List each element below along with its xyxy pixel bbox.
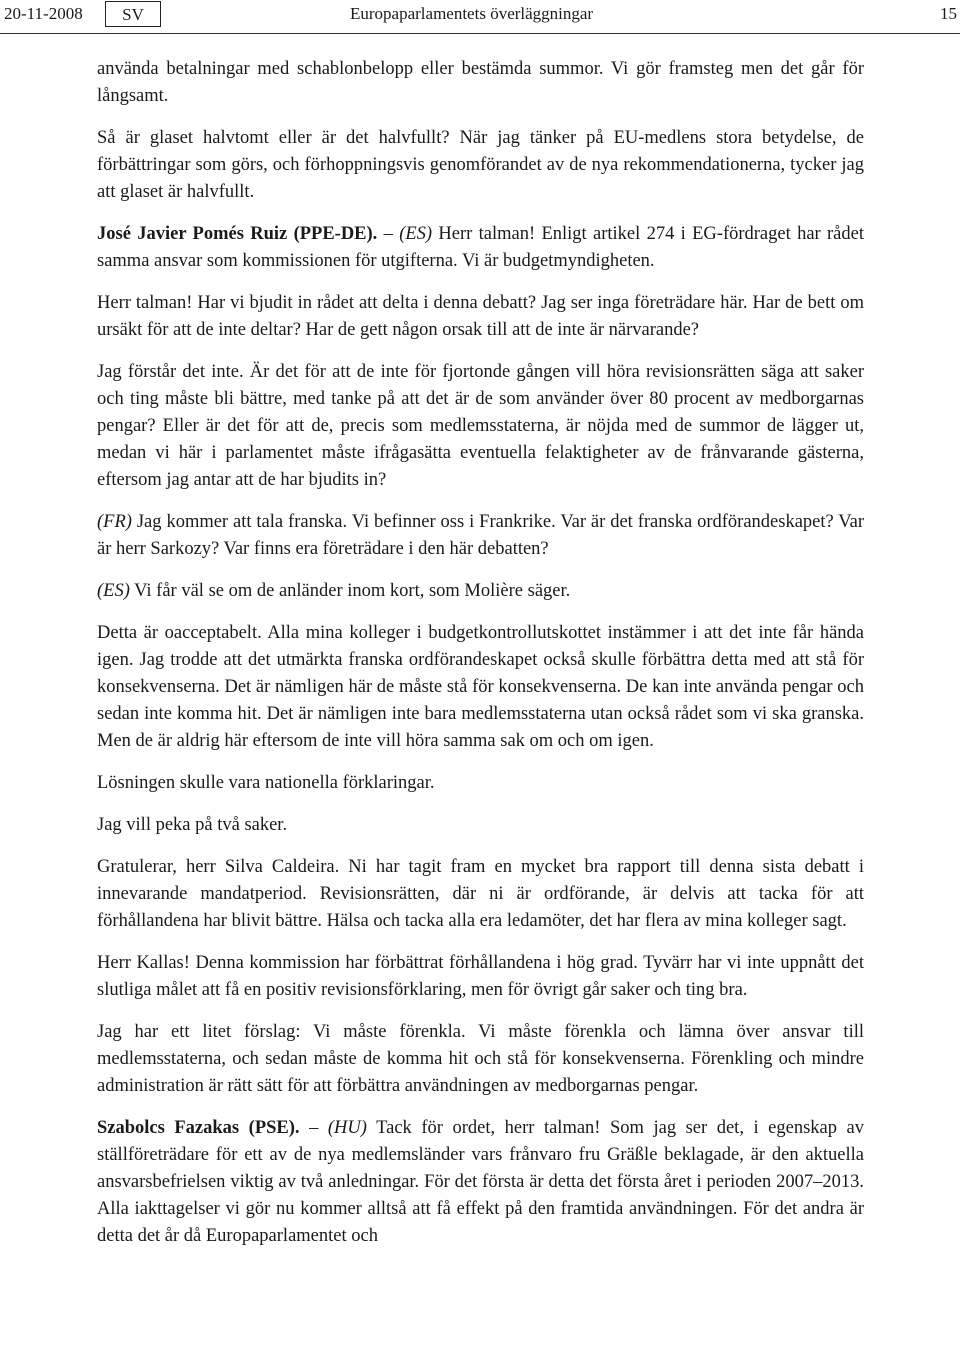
paragraph-text: Gratulerar, herr Silva Caldeira. Ni har tagit fram en mycket bra rapport till denna sista debatt i innevarande mandatperiod. Revisionsrätten, där ni är ordförande, är delvis att tacka för att förhållandena har blivit bättre. Hälsa och tacka alla era ledamöter, det har flera av mina kolleger sagt. (97, 857, 864, 931)
paragraph (97, 1019, 864, 1100)
paragraph (97, 812, 864, 839)
paragraph-text: Jag förstår det inte. Är det för att de inte för fjortonde gången vill höra revisionsrätten säga att saker och ting måste bli bättre, med tanke på att det är de som använder över 80 procent av medborgarnas pengar? Eller är det för att de, precis som medlemsstaterna, är nöjda med de summor de lägger ut, medan vi här i parlamentet måste ifrågasätta eventuella felaktigheter av de frånvarande gästerna, eftersom jag antar att de har bjudits in? (97, 362, 864, 490)
speaker-dash: – (299, 1118, 328, 1138)
paragraph (97, 56, 864, 110)
paragraph (97, 509, 864, 563)
speaker-name: Szabolcs Fazakas (PSE). (97, 1118, 300, 1138)
paragraph (97, 950, 864, 1004)
paragraph-text: Herr talman! Enligt artikel 274 i EG-fördraget har rådet samma ansvar som kommissionen för utgifterna. Vi är budgetmyndigheten. (97, 224, 864, 271)
language-tag: (ES) (399, 224, 433, 244)
publication-title: Europaparlamentets överläggningar (350, 4, 594, 23)
paragraph-text: Jag vill peka på två saker. (97, 815, 288, 835)
paragraph (97, 125, 864, 206)
language-tag: (FR) (97, 512, 132, 532)
paragraph (97, 854, 864, 935)
header-rule (0, 33, 960, 34)
paragraph (97, 290, 864, 344)
paragraph-text: Jag har ett litet förslag: Vi måste förenkla. Vi måste förenkla och lämna över ansvar till medlemsstaterna, och sedan måste de komma hit och stå för konsekvenserna. Förenkling och mindre administration är rätt sätt för att förbättra användningen av medborgarnas pengar. (97, 1022, 864, 1096)
paragraph-text: Herr talman! Har vi bjudit in rådet att delta i denna debatt? Jag ser inga företrädare här. Har de bett om ursäkt för att de inte deltar? Har de gett någon orsak till att de inte är närvarande? (97, 293, 864, 340)
language-badge: SV (105, 1, 161, 27)
document-body (97, 56, 864, 1265)
paragraph (97, 1115, 864, 1250)
language-tag: (HU) (327, 1118, 367, 1138)
paragraph-text: Detta är oacceptabelt. Alla mina kolleger i budgetkontrollutskottet instämmer i att det inte får hända igen. Jag trodde att det utmärkta franska ordförandeskapet också skulle förbättra detta med att stå för konsekvenserna. Det är nämligen här de måste stå för konsekvenserna. De kan inte använda pengar och sedan inte komma hit. Det är nämligen inte bara medlemsstaterna utan också rådet som vi ska granska. Men de är aldrig här eftersom de inte vill höra samma sak om och om igen. (97, 623, 864, 751)
page-header (0, 0, 960, 30)
language-tag: (ES) (97, 581, 130, 601)
paragraph (97, 770, 864, 797)
paragraph-text: använda betalningar med schablonbelopp eller bestämda summor. Vi gör framsteg men det går för långsamt. (97, 59, 864, 106)
page-number: 15 (940, 4, 957, 23)
paragraph (97, 578, 864, 605)
paragraph-text: Herr Kallas! Denna kommission har förbättrat förhållandena i hög grad. Tyvärr har vi inte uppnått det slutliga målet att få en positiv revisionsförklaring, men för övrigt går saker och ting bra. (97, 953, 864, 1000)
paragraph-text: Tack för ordet, herr talman! Som jag ser det, i egenskap av ställföreträdare för ett av de nya medlemsländer vars frånvaro fru Gräßle beklagade, är den aktuella ansvarsbefrielsen viktig av två anledningar. För det första är detta det första året i perioden 2007–2013. Alla iakttagelser vi gör nu kommer alltså att få effekt på den framtida användningen. För det andra är detta det år då Europaparlamentet och (97, 1118, 864, 1246)
paragraph-text: Vi får väl se om de anländer inom kort, som Molière säger. (129, 581, 571, 601)
paragraph-text: Jag kommer att tala franska. Vi befinner oss i Frankrike. Var är det franska ordförandeskapet? Var är herr Sarkozy? Var finns era företrädare i den här debatten? (97, 512, 864, 559)
speaker-dash: – (377, 224, 400, 244)
paragraph-text: Lösningen skulle vara nationella förklaringar. (97, 773, 435, 793)
paragraph (97, 359, 864, 494)
paragraph (97, 620, 864, 755)
speaker-name: José Javier Pomés Ruiz (PPE-DE). (97, 224, 378, 244)
page-date: 20-11-2008 (4, 4, 83, 23)
paragraph-text: Så är glaset halvtomt eller är det halvfullt? När jag tänker på EU-medlens stora betydelse, de förbättringar som görs, och förhoppningsvis genomförandet av de nya rekommendationerna, tycker jag att glaset är halvfullt. (97, 128, 864, 202)
paragraph (97, 221, 864, 275)
